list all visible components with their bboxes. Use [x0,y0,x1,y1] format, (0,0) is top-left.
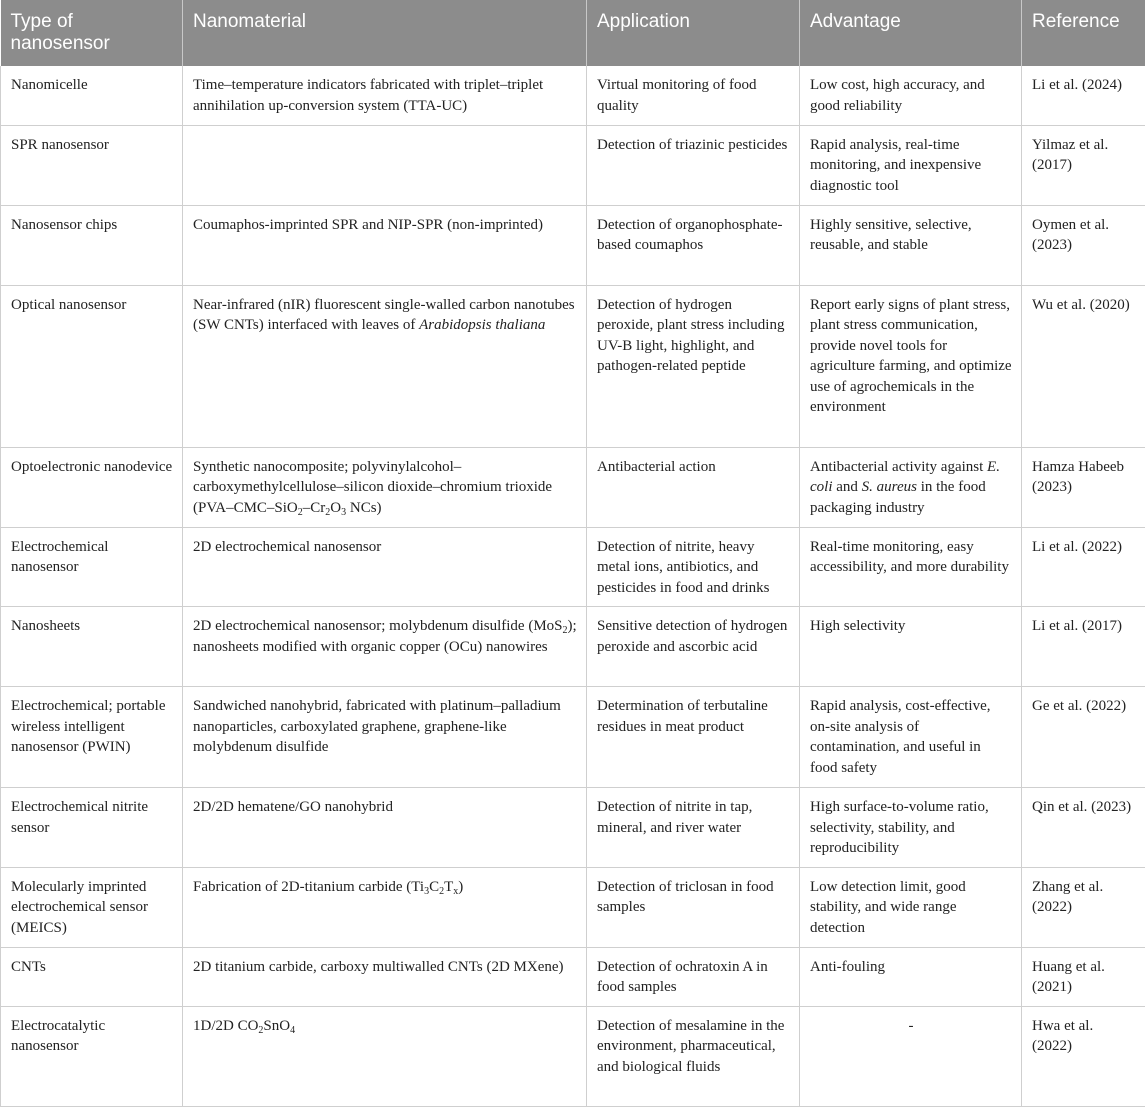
cell-nanomaterial: Coumaphos-imprinted SPR and NIP-SPR (non-imprinted) [183,205,587,285]
cell-advantage: Rapid analysis, cost-effective, on-site analysis of contamination, and useful in food safety [800,687,1022,788]
cell-type: CNTs [1,947,183,1006]
cell-application: Detection of mesalamine in the environment, pharmaceutical, and biological fluids [587,1006,800,1106]
table-row [1,66,1145,125]
cell-advantage: High surface-to-volume ratio, selectivity, stability, and reproducibility [800,788,1022,868]
cell-advantage: Anti-fouling [800,947,1022,1006]
cell-reference: Oymen et al. (2023) [1022,205,1145,285]
cell-nanomaterial: 2D/2D hematene/GO nanohybrid [183,788,587,868]
cell-nanomaterial: 2D electrochemical nanosensor; molybdenum disulfide (MoS$_2$); nanosheets modified with organic copper (OCu) nanowires [183,607,587,687]
table-row [1,607,1145,687]
table-row [1,285,1145,447]
cell-advantage: Real-time monitoring, easy accessibility, and more durability [800,527,1022,607]
cell-type: Electrocatalytic nanosensor [1,1006,183,1106]
cell-advantage: Low cost, high accuracy, and good reliability [800,66,1022,125]
cell-application: Determination of terbutaline residues in meat product [587,687,800,788]
table-row [1,1006,1145,1106]
cell-reference: Hamza Habeeb (2023) [1022,447,1145,527]
cell-advantage: Rapid analysis, real-time monitoring, and inexpensive diagnostic tool [800,125,1022,205]
table-row [1,205,1145,285]
header-reference: Reference [1022,0,1145,66]
cell-nanomaterial: Near-infrared (nIR) fluorescent single-walled carbon nanotubes (SW CNTs) interfaced with leaves of Arabidopsis thaliana [183,285,587,447]
cell-type: Electrochemical nitrite sensor [1,788,183,868]
cell-reference: Zhang et al. (2022) [1022,867,1145,947]
cell-application: Detection of nitrite, heavy metal ions, antibiotics, and pesticides in food and drinks [587,527,800,607]
cell-type: SPR nanosensor [1,125,183,205]
cell-nanomaterial: Fabrication of 2D-titanium carbide $(Ti_3C_2T_x)$ [183,867,587,947]
cell-type: Molecularly imprinted electrochemical sensor (MEICS) [1,867,183,947]
cell-nanomaterial: Synthetic nanocomposite; polyvinylalcohol–carboxymethylcellulose–silicon dioxide–chromium trioxide ($PVA-CMC-SiO_2-Cr_2O_3$ NCs) [183,447,587,527]
cell-type: Nanosensor chips [1,205,183,285]
cell-application: Virtual monitoring of food quality [587,66,800,125]
cell-reference: Ge et al. (2022) [1022,687,1145,788]
header-advantage: Advantage [800,0,1022,66]
cell-advantage: Report early signs of plant stress, plant stress communication, provide novel tools for agriculture farming, and optimize use of agrochemicals in the environment [800,285,1022,447]
species-name: Arabidopsis thaliana [419,317,546,333]
cell-application: Detection of triazinic pesticides [587,125,800,205]
header-type: Type of nanosensor [1,0,183,66]
cell-nanomaterial: 2D titanium carbide, carboxy multiwalled CNTs (2D MXene) [183,947,587,1006]
cell-application: Detection of organophosphate-based coumaphos [587,205,800,285]
table-row [1,125,1145,205]
cell-reference: Qin et al. (2023) [1022,788,1145,868]
table-row [1,867,1145,947]
cell-type: Optical nanosensor [1,285,183,447]
cell-nanomaterial: 2D electrochemical nanosensor [183,527,587,607]
cell-application: Antibacterial action [587,447,800,527]
header-nanomaterial: Nanomaterial [183,0,587,66]
cell-advantage: Antibacterial activity against E. coli and S. aureus in the food packaging industry [800,447,1022,527]
table-row [1,947,1145,1006]
cell-reference: Wu et al. (2020) [1022,285,1145,447]
cell-reference: Yilmaz et al. (2017) [1022,125,1145,205]
table-row [1,687,1145,788]
cell-type: Optoelectronic nanodevice [1,447,183,527]
cell-nanomaterial [183,125,587,205]
cell-application: Sensitive detection of hydrogen peroxide and ascorbic acid [587,607,800,687]
table-row [1,788,1145,868]
cell-reference: Li et al. (2024) [1022,66,1145,125]
cell-type: Electrochemical nanosensor [1,527,183,607]
cell-type: Electrochemical; portable wireless intelligent nanosensor (PWIN) [1,687,183,788]
cell-advantage: Highly sensitive, selective, reusable, and stable [800,205,1022,285]
cell-advantage: Low detection limit, good stability, and wide range detection [800,867,1022,947]
cell-reference: Li et al. (2022) [1022,527,1145,607]
cell-type: Nanomicelle [1,66,183,125]
cell-nanomaterial: 1D/2D $CO_2SnO_4$ [183,1006,587,1106]
cell-nanomaterial: Time–temperature indicators fabricated with triplet–triplet annihilation up-conversion system (TTA-UC) [183,66,587,125]
table-row [1,447,1145,527]
cell-application: Detection of hydrogen peroxide, plant stress including UV-B light, highlight, and pathogen-related peptide [587,285,800,447]
table-header-row [1,0,1145,66]
cell-application: Detection of triclosan in food samples [587,867,800,947]
cell-advantage: High selectivity [800,607,1022,687]
cell-application: Detection of nitrite in tap, mineral, and river water [587,788,800,868]
cell-type: Nanosheets [1,607,183,687]
cell-nanomaterial: Sandwiched nanohybrid, fabricated with platinum–palladium nanoparticles, carboxylated graphene, graphene-like molybdenum disulfide [183,687,587,788]
cell-reference: Hwa et al. (2022) [1022,1006,1145,1106]
cell-advantage: - [800,1006,1022,1106]
cell-reference: Li et al. (2017) [1022,607,1145,687]
header-application: Application [587,0,800,66]
cell-reference: Huang et al. (2021) [1022,947,1145,1006]
table-row [1,527,1145,607]
cell-application: Detection of ochratoxin A in food samples [587,947,800,1006]
